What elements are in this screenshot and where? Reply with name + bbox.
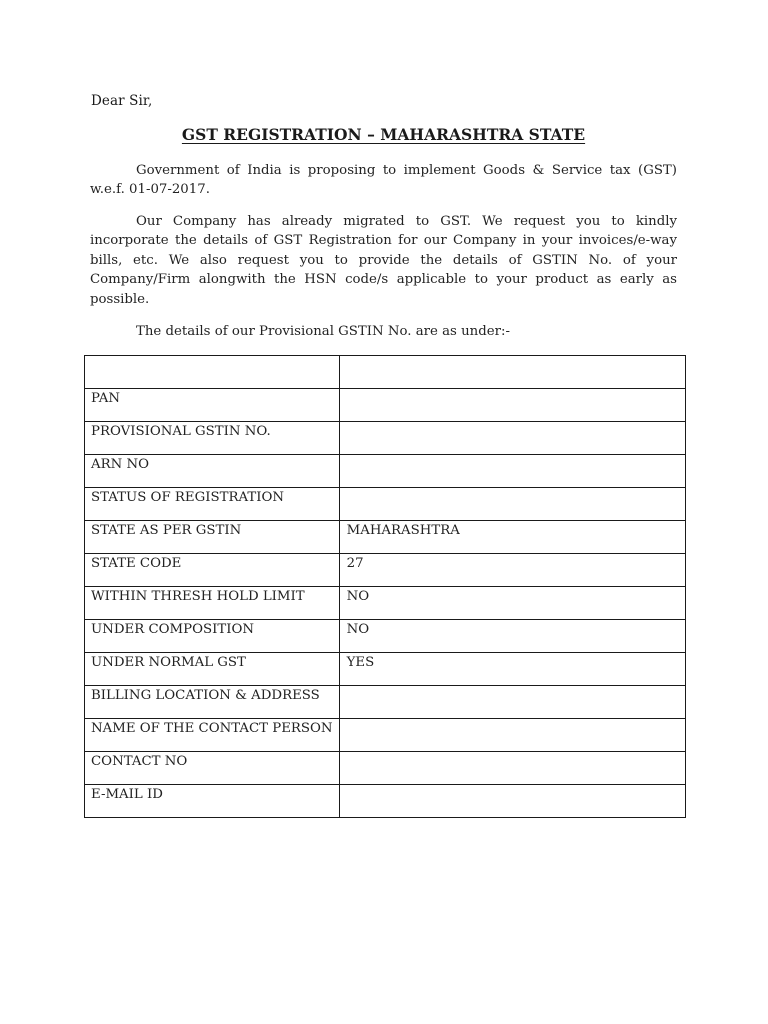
table-row bbox=[85, 785, 686, 818]
row-label: CONTACT NO bbox=[85, 752, 340, 785]
row-label: PROVISIONAL GSTIN NO. bbox=[85, 422, 340, 455]
table-row bbox=[85, 653, 686, 686]
table-row bbox=[85, 521, 686, 554]
table-row bbox=[85, 488, 686, 521]
table-row bbox=[85, 620, 686, 653]
row-value bbox=[339, 686, 685, 719]
table-row bbox=[85, 719, 686, 752]
table-row bbox=[85, 356, 686, 389]
row-value: 27 bbox=[339, 554, 685, 587]
row-label: BILLING LOCATION & ADDRESS bbox=[85, 686, 340, 719]
letter-title-text: GST REGISTRATION – MAHARASHTRA STATE bbox=[181, 125, 586, 144]
row-value bbox=[339, 389, 685, 422]
table-row bbox=[85, 554, 686, 587]
letter-title bbox=[90, 124, 677, 146]
row-label: ARN NO bbox=[85, 455, 340, 488]
row-label: UNDER COMPOSITION bbox=[85, 620, 340, 653]
row-label: STATUS OF REGISTRATION bbox=[85, 488, 340, 521]
row-label: STATE CODE bbox=[85, 554, 340, 587]
table-row bbox=[85, 422, 686, 455]
table-row bbox=[85, 455, 686, 488]
row-value bbox=[339, 752, 685, 785]
row-label: STATE AS PER GSTIN bbox=[85, 521, 340, 554]
row-value: MAHARASHTRA bbox=[339, 521, 685, 554]
salutation: Dear Sir, bbox=[91, 93, 153, 109]
row-label: E-MAIL ID bbox=[85, 785, 340, 818]
table-row bbox=[85, 389, 686, 422]
row-value bbox=[339, 719, 685, 752]
row-value bbox=[339, 356, 685, 389]
table-row bbox=[85, 752, 686, 785]
row-value bbox=[339, 455, 685, 488]
row-label: UNDER NORMAL GST bbox=[85, 653, 340, 686]
row-label bbox=[85, 356, 340, 389]
table-row bbox=[85, 686, 686, 719]
gstin-details-table bbox=[84, 355, 686, 818]
row-value: NO bbox=[339, 620, 685, 653]
row-value: YES bbox=[339, 653, 685, 686]
row-value bbox=[339, 785, 685, 818]
row-value bbox=[339, 422, 685, 455]
row-label: WITHIN THRESH HOLD LIMIT bbox=[85, 587, 340, 620]
row-value bbox=[339, 488, 685, 521]
row-label: NAME OF THE CONTACT PERSON bbox=[85, 719, 340, 752]
request-paragraph: Our Company has already migrated to GST. We request you to kindly incorporate the details of GST Registration for our Company in your invoices/e-way bills, etc. We also request you to provide the details of GSTIN No. of your Company/Firm alongwith the HSN code/s applicable to your product as early as possible. bbox=[90, 214, 677, 307]
intro-paragraph: Government of India is proposing to implement Goods & Service tax (GST) w.e.f. 01-07-2017. bbox=[90, 163, 677, 198]
details-intro-paragraph: The details of our Provisional GSTIN No. are as under:- bbox=[136, 324, 510, 339]
row-label: PAN bbox=[85, 389, 340, 422]
row-value: NO bbox=[339, 587, 685, 620]
table-row bbox=[85, 587, 686, 620]
